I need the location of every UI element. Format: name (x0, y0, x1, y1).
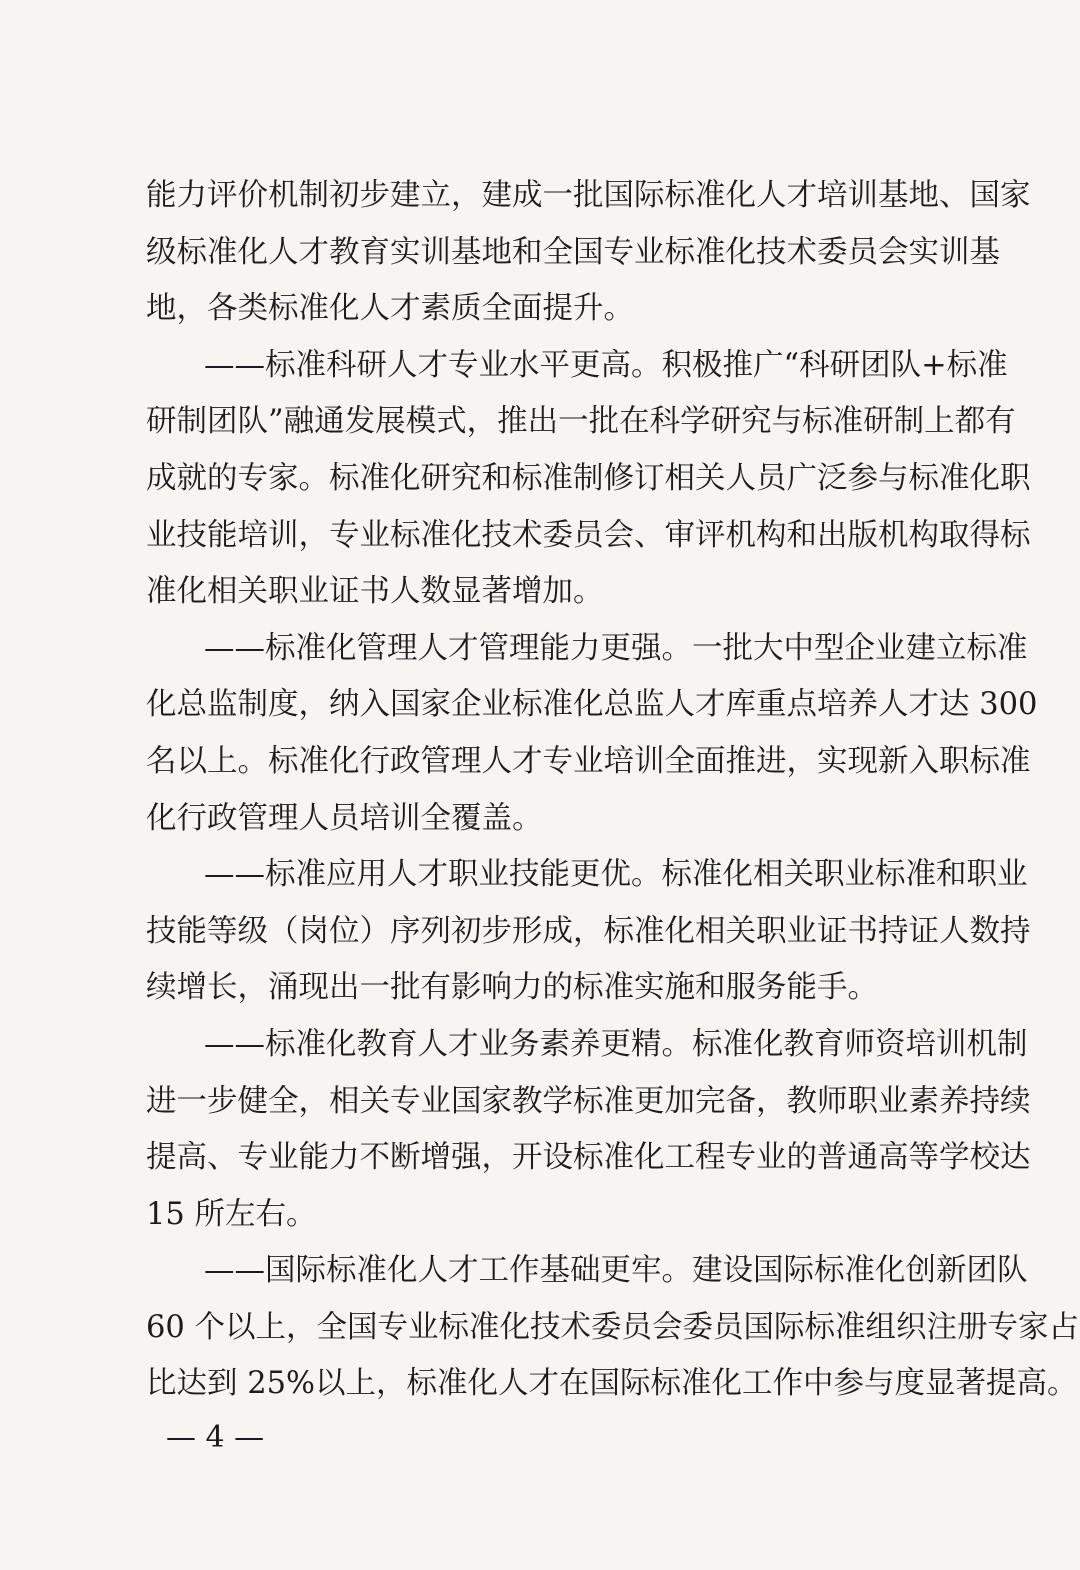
text-line: 研制团队”融通发展模式，推出一批在科学研究与标准研制上都有 (146, 404, 1016, 440)
paragraph (146, 621, 1038, 847)
paragraph (146, 847, 1031, 1017)
text-line: ——标准化教育人才业务素养更精。标准化教育师资培训机制 (204, 1026, 1028, 1062)
text-line: 准化相关职业证书人数显著增加。 (146, 574, 604, 610)
text-line: 比达到 25%以上，标准化人才在国际标准化工作中参与度显著提高。 (146, 1366, 1078, 1402)
paragraph (146, 1243, 1080, 1413)
page-number: — 4 — (166, 1420, 265, 1455)
text-line: 化总监制度，纳入国家企业标准化总监人才库重点培养人才达 300 (146, 687, 1038, 723)
text-line: 业技能培训，专业标准化技术委员会、审评机构和出版机构取得标 (146, 517, 1031, 553)
text-line: 续增长，涌现出一批有影响力的标准实施和服务能手。 (146, 970, 878, 1006)
paragraph (146, 338, 1031, 621)
paragraph (146, 168, 1031, 338)
text-line: 名以上。标准化行政管理人才专业培训全面推进，实现新入职标准 (146, 743, 1031, 779)
text-line: 15 所左右。 (146, 1196, 317, 1232)
text-line: 提高、专业能力不断增强，开设标准化工程专业的普通高等学校达 (146, 1140, 1031, 1176)
text-line: 能力评价机制初步建立，建成一批国际标准化人才培训基地、国家 (146, 178, 1031, 213)
text-line: 级标准化人才教育实训基地和全国专业标准化技术委员会实训基 (146, 234, 1000, 270)
text-line: ——标准应用人才职业技能更优。标准化相关职业标准和职业 (204, 857, 1028, 893)
document-body (146, 168, 1080, 1413)
text-line: ——国际标准化人才工作基础更牢。建设国际标准化创新团队 (204, 1253, 1028, 1289)
text-line: 技能等级（岗位）序列初步形成，标准化相关职业证书持证人数持 (146, 913, 1031, 949)
text-line: 60 个以上，全国专业标准化技术委员会委员国际标准组织注册专家占 (146, 1309, 1080, 1345)
paragraph (146, 1017, 1031, 1243)
text-line: ——标准化管理人才管理能力更强。一批大中型企业建立标准 (204, 630, 1028, 666)
text-line: 成就的专家。标准化研究和标准制修订相关人员广泛参与标准化职 (146, 460, 1031, 496)
text-line: 进一步健全，相关专业国家教学标准更加完备，教师职业素养持续 (146, 1083, 1031, 1119)
text-line: 地，各类标准化人才素质全面提升。 (146, 291, 634, 327)
text-line: 化行政管理人员培训全覆盖。 (146, 800, 543, 836)
text-line: ——标准科研人才专业水平更高。积极推广“科研团队+标准 (204, 347, 1008, 383)
